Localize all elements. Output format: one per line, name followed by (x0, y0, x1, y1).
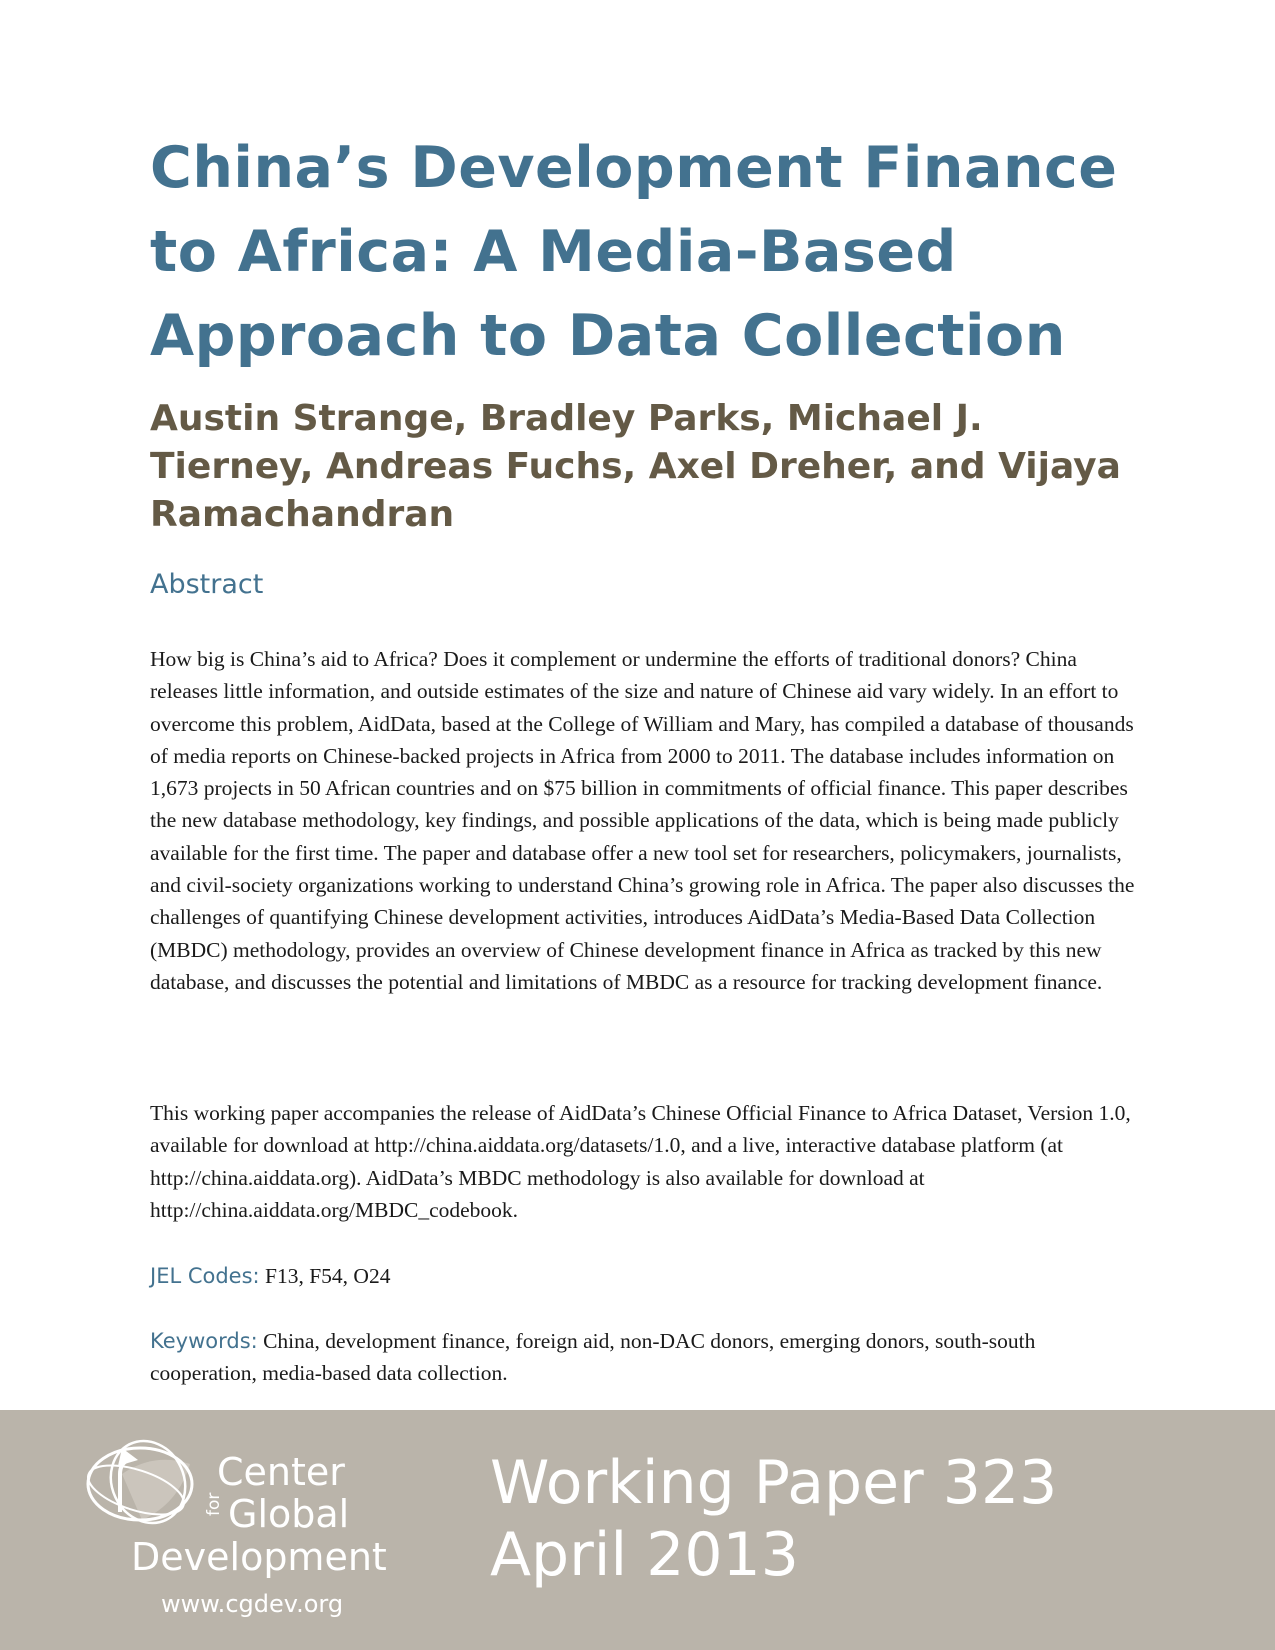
globe-arrow-icon (82, 1434, 200, 1530)
org-name-for: for (204, 1492, 224, 1516)
jel-codes-value: F13, F54, O24 (265, 1264, 391, 1288)
jel-codes (150, 1260, 1135, 1292)
working-paper-number: Working Paper 323 (490, 1448, 1058, 1518)
keywords (150, 1325, 1135, 1390)
org-name-development: Development (131, 1535, 387, 1579)
dataset-note-paragraph: This working paper accompanies the release of AidData’s Chinese Official Finance to Africa Dataset, Version 1.0, available for download at http://china.aiddata.org/datasets/1.0, and a live, interactive database platform (at http://china.aiddata.org). AidData’s MBDC methodology is also available for download at http://china.aiddata.org/MBDC_codebook. (150, 1101, 1131, 1222)
author-list: Austin Strange, Bradley Parks, Michael J. Tierney, Andreas Fuchs, Axel Dreher, and Vijaya Ramachandran (150, 398, 1121, 535)
footer-band (0, 1410, 1275, 1650)
jel-codes-label: JEL Codes: (150, 1264, 260, 1288)
keywords-label: Keywords: (150, 1329, 258, 1353)
org-name-center: Center (217, 1450, 345, 1494)
abstract-heading: Abstract (150, 569, 264, 600)
keywords-value: China, development finance, foreign aid, non-DAC donors, emerging donors, south-south cooperation, media-based data collection. (150, 1329, 1036, 1386)
publication-date: April 2013 (490, 1520, 799, 1590)
abstract-paragraph: How big is China’s aid to Africa? Does it complement or undermine the efforts of traditional donors? China releases little information, and outside estimates of the size and nature of Chinese aid vary widely. In an effort to overcome this problem, AidData, based at the College of William and Mary, has compiled a database of thousands of media reports on Chinese-backed projects in Africa from 2000 to 2011. The database includes information on 1,673 projects in 50 African countries and on $75 billion in commitments of official finance. This paper describes the new database methodology, key findings, and possible applications of the data, which is being made publicly available for the first time. The paper and database offer a new tool set for researchers, policymakers, journalists, and civil-society organizations working to understand China’s growing role in Africa. The paper also discusses the challenges of quantifying Chinese development activities, introduces AidData’s Media-Based Data Collection (MBDC) methodology, provides an overview of Chinese development finance in Africa as tracked by this new database, and discusses the potential and limitations of MBDC as a resource for tracking development finance. (150, 647, 1135, 994)
org-name-global: Global (228, 1492, 350, 1536)
paper-title: China’s Development Finance to Africa: A Media-Based Approach to Data Collection (150, 135, 1118, 369)
org-website: www.cgdev.org (161, 1590, 344, 1618)
